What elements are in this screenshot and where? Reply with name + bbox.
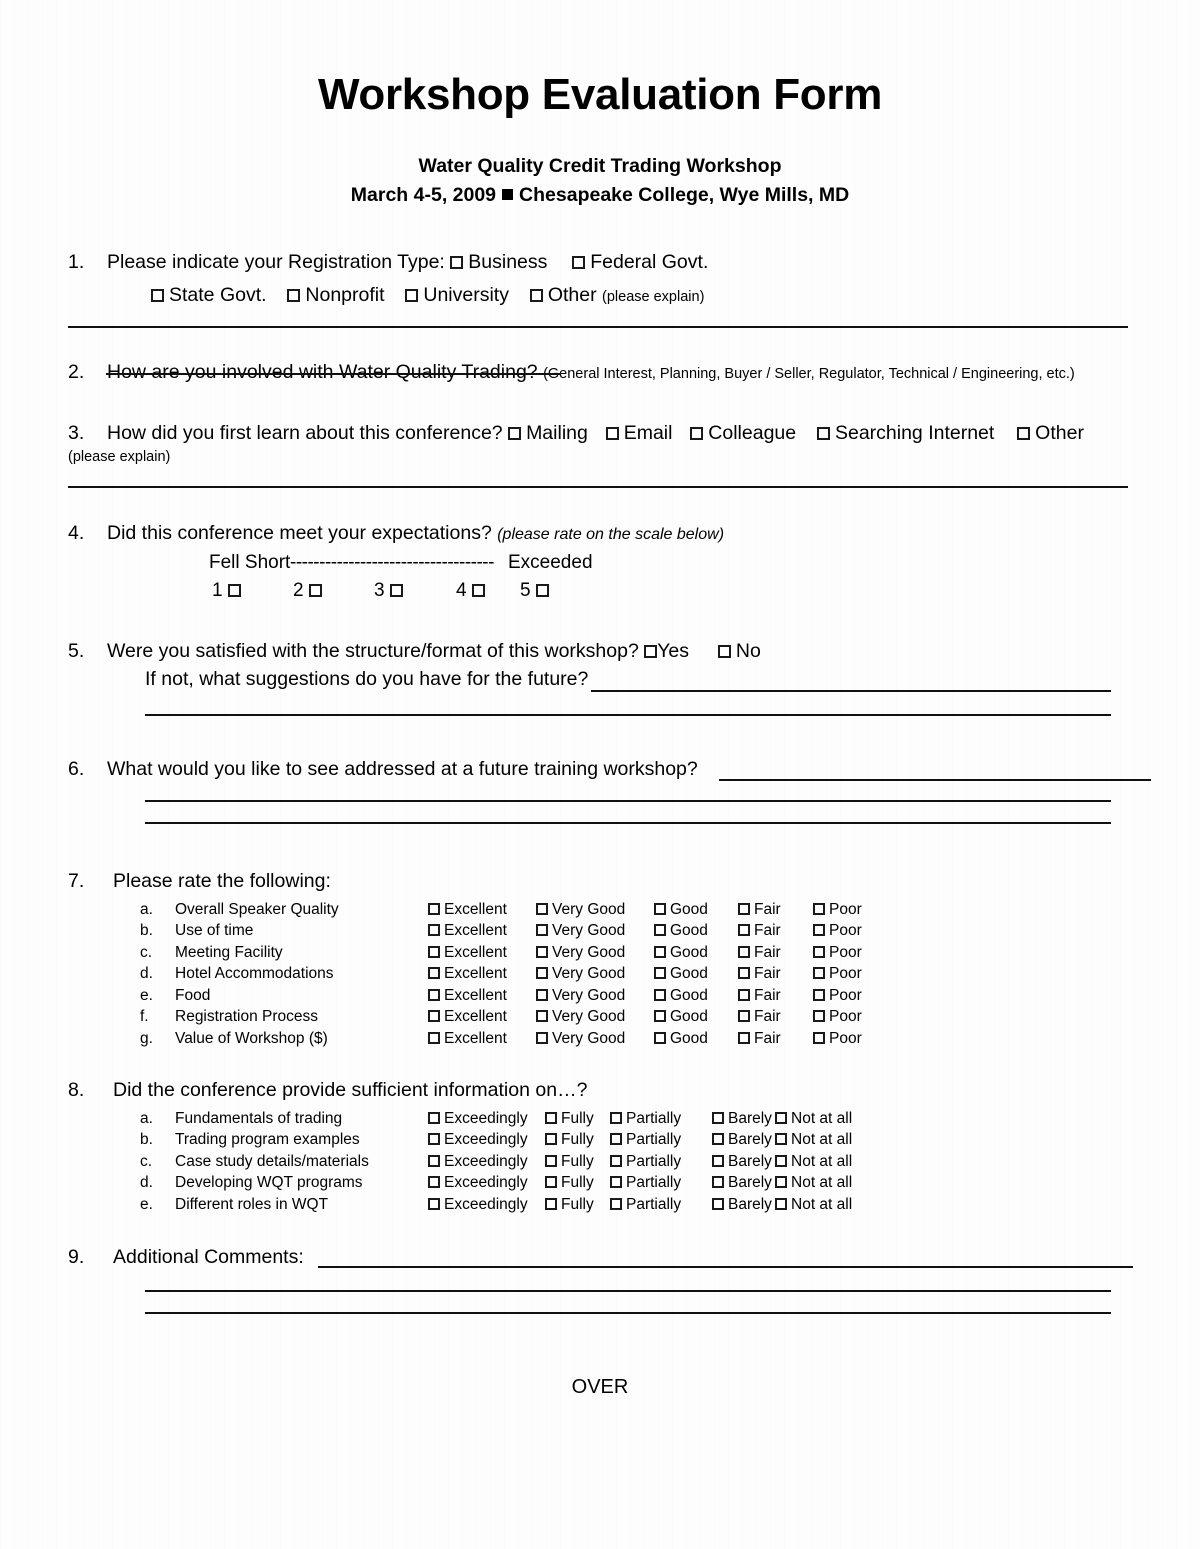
q1-option-university-label: University bbox=[423, 284, 509, 307]
q8-c-option-partially[interactable]: Partially bbox=[610, 1153, 681, 1171]
q7-row-c-letter: c. bbox=[140, 943, 153, 961]
q8-b-option-barely[interactable]: Barely bbox=[712, 1131, 772, 1149]
q7-g-option-very-good[interactable]: Very Good bbox=[536, 1030, 625, 1048]
checkbox-icon[interactable] bbox=[428, 1010, 440, 1022]
q6-answer-line-3[interactable] bbox=[145, 822, 1111, 824]
q4-scale-option-2-label: 2 bbox=[293, 579, 304, 601]
q7-e-option-fair[interactable]: Fair bbox=[738, 987, 781, 1005]
checkbox-icon[interactable] bbox=[428, 1176, 440, 1188]
q7-f-option-very-good[interactable]: Very Good bbox=[536, 1008, 625, 1026]
question-5-text: Were you satisfied with the structure/format of this workshop? bbox=[107, 639, 639, 662]
question-4-note: (please rate on the scale below) bbox=[497, 526, 725, 544]
q8-a-option-fully[interactable]: Fully bbox=[545, 1110, 594, 1128]
q8-e-option-barely[interactable]: Barely bbox=[712, 1196, 772, 1214]
q1-option-federal-govt[interactable] bbox=[572, 251, 708, 273]
q3-option-colleague[interactable] bbox=[690, 422, 796, 444]
checkbox-icon[interactable] bbox=[610, 1133, 622, 1145]
question-1-body bbox=[107, 249, 1132, 308]
q8-row-a-label: Fundamentals of trading bbox=[175, 1109, 343, 1127]
q4-scale-option-3[interactable] bbox=[374, 580, 408, 602]
checkbox-icon[interactable] bbox=[775, 1155, 787, 1167]
q4-scale-option-2[interactable] bbox=[293, 580, 327, 602]
checkbox-icon[interactable] bbox=[405, 289, 418, 302]
question-7-rating-table bbox=[68, 901, 1132, 1052]
q4-scale-low-label: Fell Short bbox=[209, 551, 291, 573]
workshop-venue: Chesapeake College, Wye Mills, MD bbox=[519, 183, 850, 206]
question-2-note: (General Interest, Planning, Buyer / Seller, Regulator, Technical / Engineering, etc.) bbox=[543, 366, 1075, 383]
q7-row-a-letter: a. bbox=[140, 900, 153, 918]
question-8 bbox=[68, 1077, 1132, 1103]
over-label: OVER bbox=[571, 1376, 629, 1399]
q7-e-option-very-good[interactable]: Very Good bbox=[536, 987, 625, 1005]
checkbox-icon[interactable] bbox=[813, 903, 825, 915]
checkbox-icon[interactable] bbox=[428, 989, 440, 1001]
q1-other-note: (please explain) bbox=[602, 289, 705, 306]
q8-c-option-exceedingly[interactable]: Exceedingly bbox=[428, 1153, 528, 1171]
q7-b-option-very-good[interactable]: Very Good bbox=[536, 922, 625, 940]
q3-option-searching-internet-label: Searching Internet bbox=[834, 422, 995, 445]
question-1 bbox=[68, 249, 1132, 308]
q3-option-searching-internet[interactable] bbox=[817, 422, 994, 444]
checkbox-icon[interactable] bbox=[428, 1032, 440, 1044]
q2-answer-row bbox=[68, 360, 1132, 386]
question-3-note: (please explain) bbox=[68, 449, 171, 466]
q7-row-d-letter: d. bbox=[140, 965, 153, 983]
q8-row-e-label: Different roles in WQT bbox=[175, 1195, 329, 1213]
question-3-text: How did you first learn about this conference? bbox=[107, 422, 503, 445]
q5-answer-line-2[interactable] bbox=[145, 714, 1111, 716]
q7-a-option-good[interactable]: Good bbox=[654, 901, 708, 919]
q9-answer-line-2[interactable] bbox=[145, 1290, 1111, 1292]
checkbox-icon[interactable] bbox=[654, 903, 666, 915]
q3-option-mailing[interactable] bbox=[508, 422, 588, 444]
q7-b-option-excellent[interactable]: Excellent bbox=[428, 922, 507, 940]
q7-g-option-poor[interactable]: Poor bbox=[813, 1030, 862, 1048]
q8-row-a-letter: a. bbox=[140, 1109, 153, 1127]
workshop-subtitle: Water Quality Credit Trading Workshop bbox=[418, 155, 782, 178]
checkbox-icon[interactable] bbox=[813, 924, 825, 936]
q7-f-option-good[interactable]: Good bbox=[654, 1008, 708, 1026]
checkbox-icon[interactable] bbox=[775, 1133, 787, 1145]
q4-scale-dashes: ----------------------------------- bbox=[290, 551, 494, 573]
checkbox-icon[interactable] bbox=[775, 1198, 787, 1210]
q4-scale-option-1-label: 1 bbox=[212, 579, 223, 601]
table-row bbox=[68, 901, 1132, 923]
checkbox-icon[interactable] bbox=[813, 1032, 825, 1044]
checkbox-icon[interactable] bbox=[1017, 427, 1030, 440]
question-9-text: Additional Comments: bbox=[113, 1246, 304, 1269]
q1-option-business-label: Business bbox=[468, 250, 548, 273]
q7-c-option-good[interactable]: Good bbox=[654, 944, 708, 962]
checkbox-icon[interactable] bbox=[428, 1155, 440, 1167]
checkbox-icon[interactable] bbox=[572, 256, 585, 269]
table-row bbox=[68, 1030, 1132, 1052]
question-4-number: 4. bbox=[68, 522, 85, 545]
question-4-body bbox=[107, 520, 1132, 546]
checkbox-icon[interactable] bbox=[654, 946, 666, 958]
question-2-number: 2. bbox=[68, 361, 85, 384]
q7-d-option-very-good[interactable]: Very Good bbox=[536, 965, 625, 983]
question-4-text: Did this conference meet your expectations? bbox=[107, 522, 492, 545]
checkbox-icon[interactable] bbox=[738, 903, 750, 915]
q1-option-state-govt[interactable] bbox=[151, 284, 267, 306]
checkbox-icon[interactable] bbox=[712, 1155, 724, 1167]
q7-f-option-fair[interactable]: Fair bbox=[738, 1008, 781, 1026]
q8-row-d-label: Developing WQT programs bbox=[175, 1174, 363, 1192]
q1-option-state-govt-label: State Govt. bbox=[169, 284, 267, 307]
q7-row-f-letter: f. bbox=[140, 1008, 149, 1026]
q7-a-option-poor[interactable]: Poor bbox=[813, 901, 862, 919]
checkbox-icon[interactable] bbox=[545, 1112, 557, 1124]
checkbox-icon[interactable] bbox=[712, 1176, 724, 1188]
q7-a-option-very-good[interactable]: Very Good bbox=[536, 901, 625, 919]
q8-a-option-partially[interactable]: Partially bbox=[610, 1110, 681, 1128]
question-9-body bbox=[113, 1244, 1132, 1270]
q5-answer-line-1[interactable] bbox=[591, 690, 1111, 692]
checkbox-icon[interactable] bbox=[813, 946, 825, 958]
question-8-rating-table bbox=[68, 1110, 1132, 1218]
q8-d-option-not-at-all[interactable]: Not at all bbox=[775, 1174, 852, 1192]
checkbox-icon[interactable] bbox=[654, 924, 666, 936]
q8-row-e-letter: e. bbox=[140, 1195, 153, 1213]
table-row bbox=[68, 1196, 1132, 1218]
q7-row-c-label: Meeting Facility bbox=[175, 943, 283, 961]
q6-answer-line-2[interactable] bbox=[145, 800, 1111, 802]
checkbox-icon[interactable] bbox=[813, 1010, 825, 1022]
checkbox-icon[interactable] bbox=[654, 967, 666, 979]
checkbox-icon[interactable] bbox=[390, 584, 403, 597]
checkbox-icon[interactable] bbox=[738, 967, 750, 979]
q9-answer-line-3[interactable] bbox=[145, 1312, 1111, 1314]
question-1-line1 bbox=[107, 249, 1132, 275]
question-6 bbox=[68, 756, 1132, 782]
q7-g-option-excellent[interactable]: Excellent bbox=[428, 1030, 507, 1048]
table-row bbox=[68, 1110, 1132, 1132]
q7-row-f-label: Registration Process bbox=[175, 1008, 319, 1026]
checkbox-icon[interactable] bbox=[712, 1198, 724, 1210]
question-1-line2 bbox=[151, 282, 1132, 308]
checkbox-icon[interactable] bbox=[738, 1010, 750, 1022]
q7-e-option-poor[interactable]: Poor bbox=[813, 987, 862, 1005]
q3-answer-line[interactable] bbox=[68, 486, 1128, 488]
q8-e-option-exceedingly[interactable]: Exceedingly bbox=[428, 1196, 528, 1214]
q4-scale-high-label: Exceeded bbox=[508, 551, 593, 573]
workshop-date-venue bbox=[68, 183, 1132, 207]
q3-option-email-label: Email bbox=[623, 422, 673, 445]
q8-b-option-fully[interactable]: Fully bbox=[545, 1131, 594, 1149]
checkbox-icon[interactable] bbox=[228, 584, 241, 597]
table-row bbox=[68, 1008, 1132, 1030]
table-row bbox=[68, 1153, 1132, 1175]
question-7-number: 7. bbox=[68, 869, 85, 892]
checkbox-icon[interactable] bbox=[610, 1155, 622, 1167]
checkbox-icon[interactable] bbox=[530, 289, 543, 302]
q8-d-option-partially[interactable]: Partially bbox=[610, 1174, 681, 1192]
q8-b-option-not-at-all[interactable]: Not at all bbox=[775, 1131, 852, 1149]
checkbox-icon[interactable] bbox=[508, 427, 521, 440]
q7-g-option-fair[interactable]: Fair bbox=[738, 1030, 781, 1048]
q7-f-option-excellent[interactable]: Excellent bbox=[428, 1008, 507, 1026]
question-8-number: 8. bbox=[68, 1079, 85, 1102]
checkbox-icon[interactable] bbox=[712, 1133, 724, 1145]
page-content bbox=[68, 0, 1132, 1399]
checkbox-icon[interactable] bbox=[536, 1032, 548, 1044]
checkbox-icon[interactable] bbox=[775, 1112, 787, 1124]
checkbox-icon[interactable] bbox=[428, 946, 440, 958]
page-title: Workshop Evaluation Form bbox=[317, 70, 883, 119]
q9-answer-line-1[interactable] bbox=[318, 1266, 1133, 1268]
q3-option-colleague-label: Colleague bbox=[708, 422, 797, 445]
checkbox-icon[interactable] bbox=[738, 946, 750, 958]
q8-row-c-label: Case study details/materials bbox=[175, 1152, 369, 1170]
question-2-text: How are you involved with Water Quality Trading? bbox=[107, 361, 538, 384]
checkbox-icon[interactable] bbox=[813, 989, 825, 1001]
checkbox-icon[interactable] bbox=[813, 967, 825, 979]
question-1-number: 1. bbox=[68, 250, 85, 273]
question-3-body bbox=[107, 420, 1132, 446]
checkbox-icon[interactable] bbox=[545, 1176, 557, 1188]
question-7 bbox=[68, 868, 1132, 894]
table-row bbox=[68, 1174, 1132, 1196]
workshop-date: March 4-5, 2009 bbox=[350, 183, 497, 206]
q3-option-mailing-label: Mailing bbox=[526, 422, 588, 445]
q4-scale-labels bbox=[68, 552, 1132, 578]
q8-row-c-letter: c. bbox=[140, 1152, 153, 1170]
q7-row-g-letter: g. bbox=[140, 1029, 153, 1047]
q8-c-option-fully[interactable]: Fully bbox=[545, 1153, 594, 1171]
q7-row-g-label: Value of Workshop ($) bbox=[175, 1029, 328, 1047]
q1-answer-line[interactable] bbox=[68, 326, 1128, 328]
q7-a-option-fair[interactable]: Fair bbox=[738, 901, 781, 919]
q1-option-nonprofit-label: Nonprofit bbox=[305, 284, 385, 307]
checkbox-icon[interactable] bbox=[817, 427, 830, 440]
q4-scale-option-5-label: 5 bbox=[520, 579, 531, 601]
q4-scale-option-1[interactable] bbox=[212, 580, 246, 602]
q7-row-b-label: Use of time bbox=[175, 922, 254, 940]
q7-c-option-fair[interactable]: Fair bbox=[738, 944, 781, 962]
checkbox-icon[interactable] bbox=[606, 427, 619, 440]
checkbox-icon[interactable] bbox=[610, 1176, 622, 1188]
q8-b-option-exceedingly[interactable]: Exceedingly bbox=[428, 1131, 528, 1149]
checkbox-icon[interactable] bbox=[428, 967, 440, 979]
q8-d-option-exceedingly[interactable]: Exceedingly bbox=[428, 1174, 528, 1192]
q5-followup-row bbox=[68, 668, 1132, 698]
q7-row-d-label: Hotel Accommodations bbox=[175, 965, 334, 983]
table-row bbox=[68, 1131, 1132, 1153]
q5-option-yes[interactable] bbox=[644, 640, 689, 662]
checkbox-icon[interactable] bbox=[428, 1198, 440, 1210]
question-6-number: 6. bbox=[68, 757, 85, 780]
q4-scale-option-5[interactable] bbox=[520, 580, 554, 602]
q1-option-university[interactable] bbox=[405, 284, 509, 306]
q8-a-option-not-at-all[interactable]: Not at all bbox=[775, 1110, 852, 1128]
q4-scale-option-4-label: 4 bbox=[456, 579, 467, 601]
checkbox-icon[interactable] bbox=[287, 289, 300, 302]
checkbox-icon[interactable] bbox=[610, 1112, 622, 1124]
checkbox-icon[interactable] bbox=[718, 645, 731, 658]
checkbox-icon[interactable] bbox=[536, 989, 548, 1001]
question-5-number: 5. bbox=[68, 639, 85, 662]
question-6-body bbox=[107, 756, 1132, 782]
q7-row-e-label: Food bbox=[175, 986, 211, 1004]
checkbox-icon[interactable] bbox=[545, 1155, 557, 1167]
question-4 bbox=[68, 520, 1132, 546]
checkbox-icon[interactable] bbox=[545, 1198, 557, 1210]
checkbox-icon[interactable] bbox=[428, 1133, 440, 1145]
q8-d-option-fully[interactable]: Fully bbox=[545, 1174, 594, 1192]
q7-d-option-fair[interactable]: Fair bbox=[738, 965, 781, 983]
q3-option-other-label: Other bbox=[1035, 422, 1084, 445]
q8-row-b-letter: b. bbox=[140, 1131, 153, 1149]
question-9-number: 9. bbox=[68, 1246, 85, 1269]
q3-option-email[interactable] bbox=[606, 422, 673, 444]
question-3 bbox=[68, 420, 1132, 446]
q7-d-option-poor[interactable]: Poor bbox=[813, 965, 862, 983]
checkbox-icon[interactable] bbox=[536, 1010, 548, 1022]
q7-c-option-very-good[interactable]: Very Good bbox=[536, 944, 625, 962]
question-9 bbox=[68, 1244, 1132, 1270]
checkbox-icon[interactable] bbox=[738, 924, 750, 936]
q8-b-option-partially[interactable]: Partially bbox=[610, 1131, 681, 1149]
q2-answer-line[interactable] bbox=[106, 373, 561, 375]
q8-c-option-barely[interactable]: Barely bbox=[712, 1153, 772, 1171]
checkbox-icon[interactable] bbox=[536, 924, 548, 936]
table-row bbox=[68, 922, 1132, 944]
q6-answer-line-1[interactable] bbox=[719, 779, 1151, 781]
q7-b-option-good[interactable]: Good bbox=[654, 922, 708, 940]
q8-d-option-barely[interactable]: Barely bbox=[712, 1174, 772, 1192]
checkbox-icon[interactable] bbox=[712, 1112, 724, 1124]
checkbox-icon[interactable] bbox=[654, 1032, 666, 1044]
checkbox-icon[interactable] bbox=[654, 989, 666, 1001]
q1-option-nonprofit[interactable] bbox=[287, 284, 384, 306]
filled-square-bullet-icon bbox=[502, 189, 513, 200]
question-7-text: Please rate the following: bbox=[113, 869, 331, 892]
q7-g-option-good[interactable]: Good bbox=[654, 1030, 708, 1048]
q1-option-other-label: Other bbox=[547, 284, 597, 307]
q5-option-yes-label: Yes bbox=[657, 639, 690, 662]
question-5-body bbox=[107, 638, 1132, 664]
q8-a-option-barely[interactable]: Barely bbox=[712, 1110, 772, 1128]
checkbox-icon[interactable] bbox=[610, 1198, 622, 1210]
checkbox-icon[interactable] bbox=[545, 1133, 557, 1145]
checkbox-icon[interactable] bbox=[775, 1176, 787, 1188]
checkbox-icon[interactable] bbox=[536, 584, 549, 597]
q7-e-option-good[interactable]: Good bbox=[654, 987, 708, 1005]
q8-row-d-letter: d. bbox=[140, 1174, 153, 1192]
question-5 bbox=[68, 638, 1132, 664]
q8-row-b-label: Trading program examples bbox=[175, 1131, 360, 1149]
checkbox-icon[interactable] bbox=[536, 903, 548, 915]
question-3-number: 3. bbox=[68, 422, 85, 445]
q1-option-other[interactable] bbox=[530, 284, 597, 306]
q4-scale-option-3-label: 3 bbox=[374, 579, 385, 601]
q4-scale-option-4[interactable] bbox=[456, 580, 490, 602]
q7-row-b-letter: b. bbox=[140, 922, 153, 940]
checkbox-icon[interactable] bbox=[428, 1112, 440, 1124]
q1-option-business[interactable] bbox=[450, 251, 547, 273]
question-8-text: Did the conference provide sufficient information on…? bbox=[113, 1079, 588, 1102]
q4-scale-options bbox=[68, 580, 1132, 608]
checkbox-icon[interactable] bbox=[536, 946, 548, 958]
q8-e-option-fully[interactable]: Fully bbox=[545, 1196, 594, 1214]
q7-row-a-label: Overall Speaker Quality bbox=[175, 900, 339, 918]
q5-followup-text: If not, what suggestions do you have for the future? bbox=[145, 667, 589, 690]
checkbox-icon[interactable] bbox=[654, 1010, 666, 1022]
q7-d-option-excellent[interactable]: Excellent bbox=[428, 965, 507, 983]
checkbox-icon[interactable] bbox=[151, 289, 164, 302]
checkbox-icon[interactable] bbox=[428, 903, 440, 915]
q8-a-option-exceedingly[interactable]: Exceedingly bbox=[428, 1110, 528, 1128]
q8-e-option-not-at-all[interactable]: Not at all bbox=[775, 1196, 852, 1214]
q7-c-option-poor[interactable]: Poor bbox=[813, 944, 862, 962]
q5-option-no-label: No bbox=[735, 639, 761, 662]
question-6-text: What would you like to see addressed at a future training workshop? bbox=[107, 757, 698, 780]
checkbox-icon[interactable] bbox=[450, 256, 463, 269]
checkbox-icon[interactable] bbox=[690, 427, 703, 440]
q5-option-no[interactable] bbox=[718, 640, 761, 662]
q7-d-option-good[interactable]: Good bbox=[654, 965, 708, 983]
table-row bbox=[68, 987, 1132, 1009]
table-row bbox=[68, 944, 1132, 966]
checkbox-icon[interactable] bbox=[536, 967, 548, 979]
q1-option-federal-govt-label: Federal Govt. bbox=[590, 250, 709, 273]
checkbox-icon[interactable] bbox=[738, 1032, 750, 1044]
checkbox-icon[interactable] bbox=[738, 989, 750, 1001]
q7-b-option-fair[interactable]: Fair bbox=[738, 922, 781, 940]
q7-f-option-poor[interactable]: Poor bbox=[813, 1008, 862, 1026]
q7-b-option-poor[interactable]: Poor bbox=[813, 922, 862, 940]
q8-e-option-partially[interactable]: Partially bbox=[610, 1196, 681, 1214]
question-1-text: Please indicate your Registration Type: bbox=[107, 250, 445, 273]
q7-row-e-letter: e. bbox=[140, 986, 153, 1004]
q7-e-option-excellent[interactable]: Excellent bbox=[428, 987, 507, 1005]
q7-c-option-excellent[interactable]: Excellent bbox=[428, 944, 507, 962]
q7-a-option-excellent[interactable]: Excellent bbox=[428, 901, 507, 919]
checkbox-icon[interactable] bbox=[309, 584, 322, 597]
table-row bbox=[68, 965, 1132, 987]
q8-c-option-not-at-all[interactable]: Not at all bbox=[775, 1153, 852, 1171]
checkbox-icon[interactable] bbox=[472, 584, 485, 597]
q3-option-other[interactable] bbox=[1017, 422, 1084, 444]
checkbox-icon[interactable] bbox=[644, 645, 657, 658]
checkbox-icon[interactable] bbox=[428, 924, 440, 936]
